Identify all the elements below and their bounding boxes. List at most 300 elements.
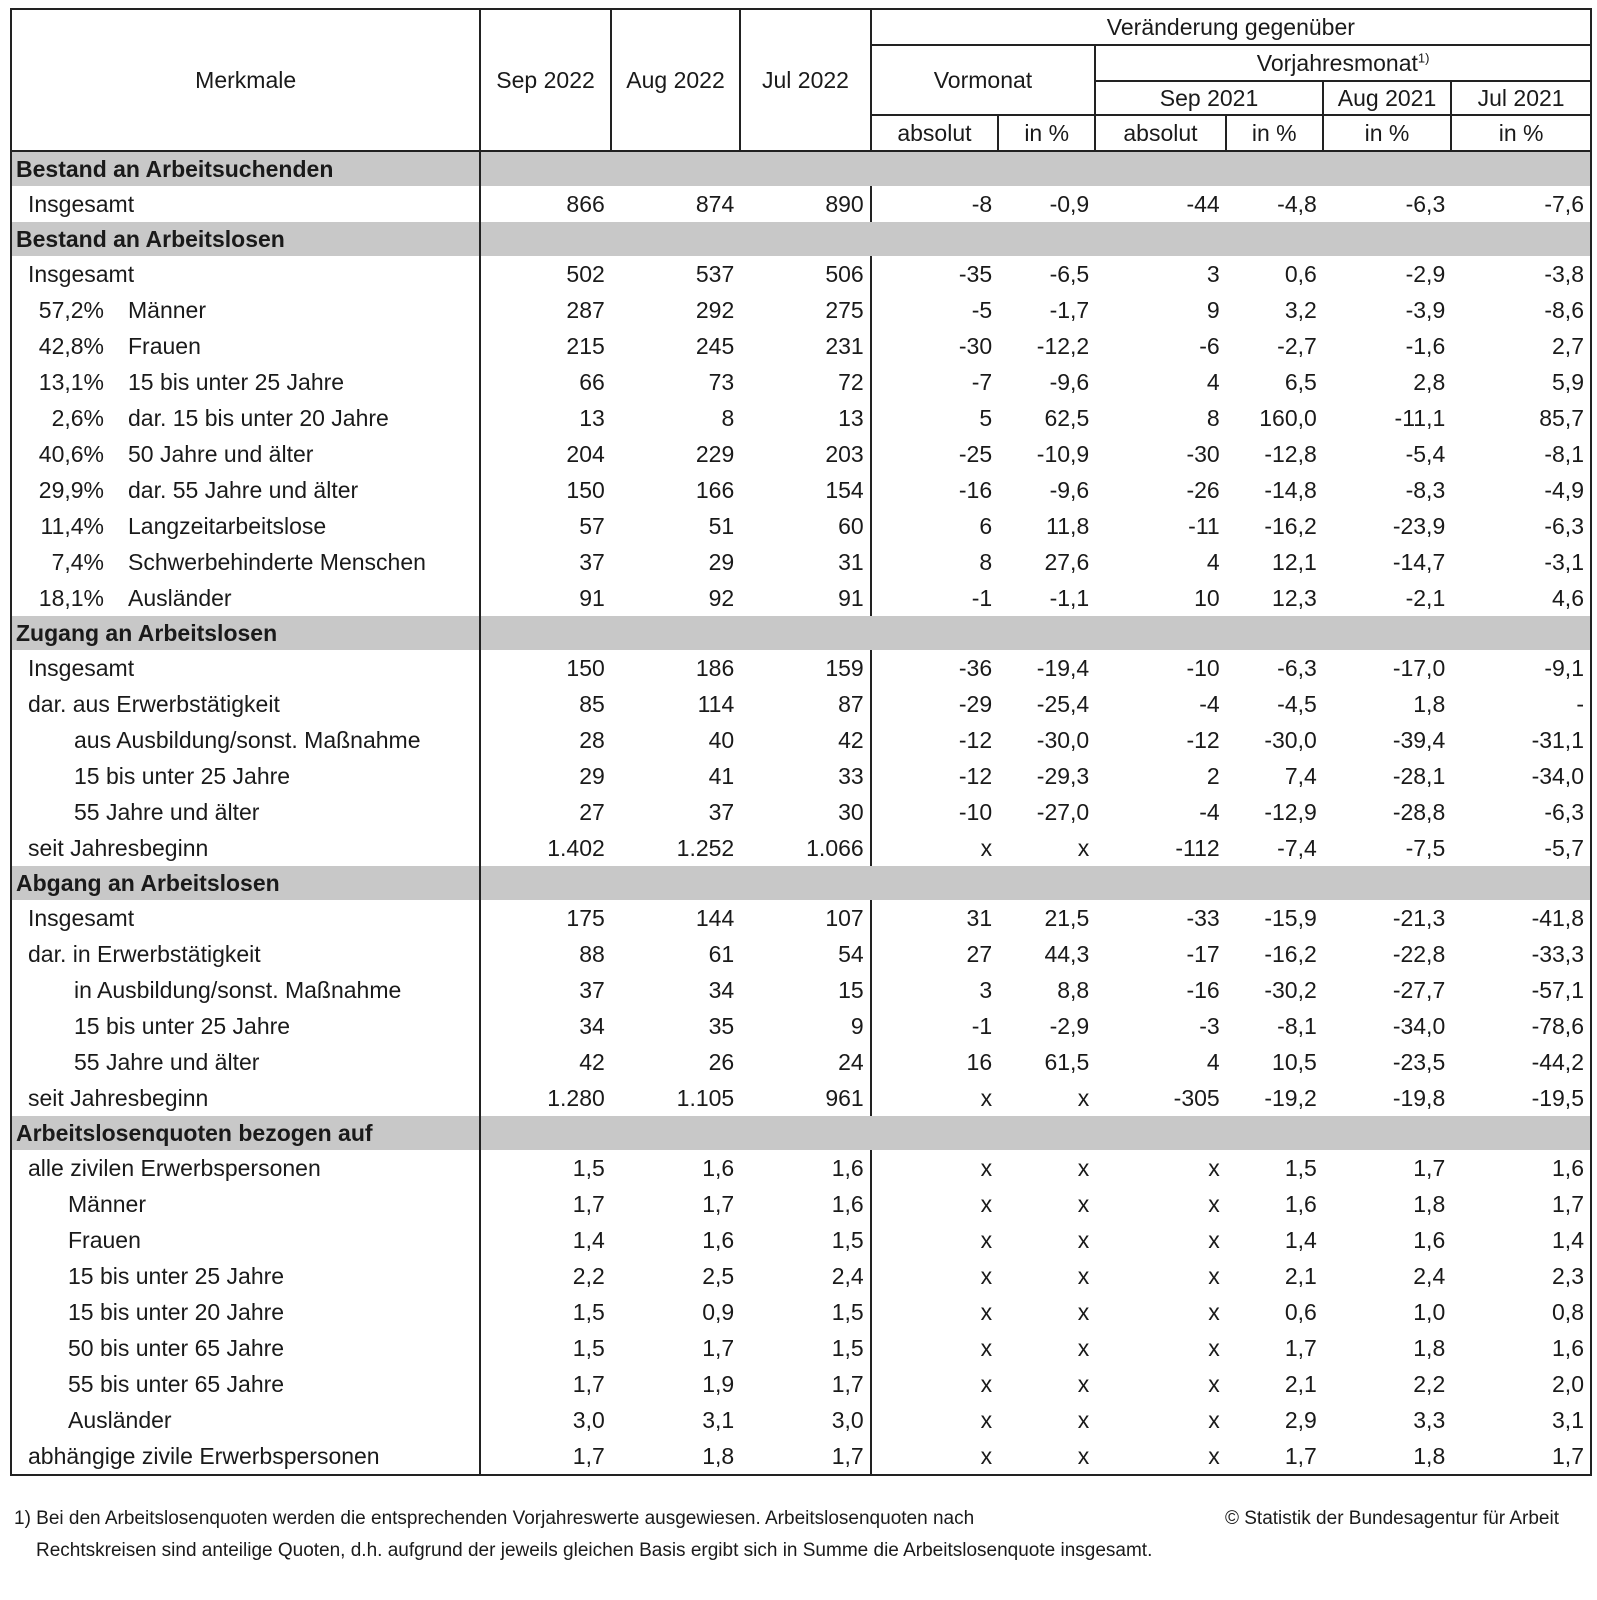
table-row [11, 292, 1591, 328]
section-header-row [11, 1116, 1591, 1150]
table-row [11, 472, 1591, 508]
cell-vormonat-absolut: x [871, 1330, 998, 1366]
row-label-cell [11, 900, 480, 936]
row-label-cell [11, 364, 480, 400]
cell-sep2021-absolut: x [1208, 1298, 1220, 1325]
cell-sep2021-absolut: x [1208, 1154, 1220, 1181]
cell-sep2022: 28 [579, 726, 605, 753]
cell-aug2022: 61 [708, 940, 735, 967]
cell-sep2021-pct: -6,3 [1277, 654, 1317, 681]
cell-vormonat-pct: x [1077, 1154, 1090, 1181]
cell-aug2021-pct: -27,7 [1392, 976, 1446, 1003]
cell-vormonat-pct: x [1077, 1226, 1090, 1253]
cell-vormonat-pct: -27,0 [1036, 798, 1090, 825]
cell-sep2022: 13 [579, 404, 605, 431]
cell-sep2021-absolut: 4 [1206, 548, 1220, 575]
cell-jul2022: 961 [740, 1080, 870, 1116]
table-row [11, 936, 1591, 972]
cell-vormonat-pct: -1,1 [1049, 584, 1090, 611]
section-header-row [11, 151, 1591, 186]
table-row [11, 544, 1591, 580]
header-merkmale: Merkmale [11, 9, 480, 151]
table-row [11, 686, 1591, 722]
cell-sep2022: 150 [566, 476, 605, 503]
row-label-cell [11, 1008, 480, 1044]
cell-aug2022: 1.105 [676, 1084, 735, 1111]
cell-sep2021-absolut: x [1208, 1370, 1220, 1397]
cell-sep2021-pct: -12,9 [1264, 798, 1317, 825]
cell-sep2021-pct: -2,7 [1277, 332, 1317, 359]
cell-sep2022: 1,7 [480, 1438, 610, 1475]
header-sep2021-absolut: absolut [1095, 115, 1225, 151]
cell-vormonat-absolut: x [871, 1258, 998, 1294]
cell-sep2021-absolut: 2 [1206, 762, 1220, 789]
cell-sep2021-pct: -14,8 [1264, 476, 1317, 503]
table-row [11, 1294, 1591, 1330]
cell-jul2022: 30 [740, 794, 870, 830]
cell-sep2021-absolut: -17 [1186, 940, 1220, 967]
cell-aug2021-pct: -23,5 [1392, 1048, 1446, 1075]
cell-sep2021-absolut: x [1208, 1190, 1220, 1217]
cell-jul2022: 506 [740, 256, 870, 292]
table-row [11, 830, 1591, 866]
section-header-row [11, 222, 1591, 256]
cell-aug2021-pct: -19,8 [1392, 1084, 1446, 1111]
table-row [11, 650, 1591, 686]
table-row [11, 436, 1591, 472]
cell-aug2022: 26 [708, 1048, 735, 1075]
cell-jul2021-pct: -41,8 [1451, 900, 1591, 936]
row-label-cell [11, 1080, 480, 1116]
table-row [11, 1438, 1591, 1475]
cell-jul2021-pct: -34,0 [1451, 758, 1591, 794]
table-row [11, 722, 1591, 758]
row-share-pct: 18,1% [38, 584, 104, 611]
cell-aug2022: 41 [708, 762, 735, 789]
cell-jul2022: 107 [740, 900, 870, 936]
cell-jul2021-pct: -78,6 [1451, 1008, 1591, 1044]
cell-aug2021-pct: 3,3 [1413, 1406, 1446, 1433]
table-row [11, 758, 1591, 794]
header-vormonat: Vormonat [871, 45, 1096, 115]
table-row [11, 400, 1591, 436]
cell-jul2022: 54 [740, 936, 870, 972]
cell-sep2021-pct: 2,9 [1284, 1406, 1317, 1433]
cell-aug2022: 35 [708, 1012, 735, 1039]
cell-aug2021-pct: -7,5 [1405, 834, 1446, 861]
cell-vormonat-pct: -12,2 [1036, 332, 1090, 359]
cell-sep2021-absolut: -26 [1186, 476, 1220, 503]
cell-jul2022: 1,6 [740, 1150, 870, 1186]
cell-sep2022: 1,5 [572, 1154, 605, 1181]
cell-sep2022: 91 [579, 584, 605, 611]
cell-vormonat-absolut: x [871, 1402, 998, 1438]
cell-jul2022: 91 [740, 580, 870, 616]
copyright-notice: © Statistik der Bundesagentur für Arbeit [1224, 1508, 1559, 1529]
cell-aug2022: 8 [721, 404, 735, 431]
cell-jul2022: 42 [740, 722, 870, 758]
cell-vormonat-pct: x [998, 1438, 1095, 1475]
cell-aug2021-pct: 1,8 [1413, 1190, 1446, 1217]
cell-jul2022: 154 [740, 472, 870, 508]
header-vorjahresmonat [1095, 45, 1591, 81]
cell-jul2021-pct: 5,9 [1451, 364, 1591, 400]
cell-aug2022: 1,7 [702, 1334, 735, 1361]
row-label-cell [11, 972, 480, 1008]
cell-sep2022: 866 [566, 190, 605, 217]
section-title: Zugang an Arbeitslosen [11, 616, 480, 650]
row-share-pct: 40,6% [38, 440, 104, 467]
table-row [11, 1366, 1591, 1402]
row-label: 50 Jahre und älter [128, 440, 314, 467]
cell-vormonat-absolut: -5 [871, 292, 998, 328]
section-header-row [11, 866, 1591, 900]
cell-vormonat-absolut: -10 [871, 794, 998, 830]
cell-aug2021-pct: -11,1 [1394, 404, 1446, 431]
row-label-cell [11, 1294, 480, 1330]
cell-aug2022: 292 [695, 296, 735, 323]
row-label: Frauen [68, 1226, 141, 1253]
cell-sep2021-absolut: x [1208, 1406, 1220, 1433]
cell-aug2021-pct: -23,9 [1392, 512, 1446, 539]
cell-sep2021-absolut: 8 [1206, 404, 1220, 431]
cell-jul2021-pct: -8,6 [1451, 292, 1591, 328]
table-row [11, 900, 1591, 936]
cell-vormonat-pct: 11,8 [1046, 512, 1090, 539]
cell-vormonat-pct: -19,4 [1036, 654, 1090, 681]
row-label: Schwerbehinderte Menschen [128, 548, 426, 575]
cell-aug2021-pct: -2,1 [1405, 584, 1446, 611]
row-share-pct: 42,8% [38, 332, 104, 359]
cell-sep2021-pct: 1,6 [1284, 1190, 1317, 1217]
cell-jul2021-pct: 0,8 [1451, 1294, 1591, 1330]
cell-sep2021-absolut: x [1208, 1334, 1220, 1361]
cell-vormonat-absolut: 16 [871, 1044, 998, 1080]
cell-jul2022: 3,0 [740, 1402, 870, 1438]
table-row [11, 580, 1591, 616]
cell-vormonat-absolut: x [871, 1080, 998, 1116]
cell-jul2021-pct: -7,6 [1451, 186, 1591, 222]
row-label-cell [11, 328, 480, 364]
cell-vormonat-absolut: 31 [871, 900, 998, 936]
row-label: Männer [128, 296, 206, 323]
cell-vormonat-pct: x [1077, 1334, 1090, 1361]
table-row [11, 364, 1591, 400]
cell-aug2021-pct: -39,4 [1392, 726, 1446, 753]
cell-aug2022: 537 [695, 260, 735, 287]
table-body [11, 151, 1591, 1475]
row-label: 55 Jahre und älter [74, 798, 260, 825]
row-label-cell [11, 650, 480, 686]
table-row [11, 508, 1591, 544]
cell-aug2021-pct: -21,3 [1392, 904, 1446, 931]
cell-sep2022: 37 [579, 976, 605, 1003]
table-row [11, 1330, 1591, 1366]
cell-vormonat-absolut: x [871, 1438, 998, 1475]
header-aug2021: Aug 2021 [1323, 81, 1451, 115]
cell-sep2021-absolut: x [1095, 1438, 1225, 1475]
cell-sep2021-absolut: -30 [1186, 440, 1220, 467]
cell-aug2022: 0,9 [702, 1298, 735, 1325]
cell-vormonat-pct: x [1077, 1370, 1090, 1397]
cell-vormonat-absolut: -8 [871, 186, 998, 222]
header-vormonat-absolut: absolut [871, 115, 998, 151]
row-label-cell [11, 794, 480, 830]
cell-vormonat-pct: x [1077, 1406, 1090, 1433]
row-label-cell [11, 1258, 480, 1294]
row-label: 15 bis unter 25 Jahre [68, 1262, 285, 1289]
cell-jul2022: 1,5 [740, 1330, 870, 1366]
cell-aug2021-pct: 1,6 [1413, 1226, 1446, 1253]
cell-sep2022: 1.402 [547, 834, 605, 861]
cell-aug2022: 1,6 [702, 1154, 735, 1181]
cell-vormonat-pct: 62,5 [1044, 404, 1090, 431]
cell-jul2022: 60 [740, 508, 870, 544]
cell-jul2021-pct: -3,1 [1451, 544, 1591, 580]
section-fill [480, 616, 1591, 650]
header-sep2021-pct: in % [1226, 115, 1323, 151]
row-label: 55 bis unter 65 Jahre [68, 1370, 285, 1397]
cell-vormonat-pct: -30,0 [1036, 726, 1090, 753]
cell-jul2022: 2,4 [740, 1258, 870, 1294]
table-row [11, 256, 1591, 292]
table-row [11, 328, 1591, 364]
cell-sep2021-absolut: -4 [1199, 690, 1220, 717]
cell-vormonat-pct: -9,6 [1049, 368, 1090, 395]
cell-vormonat-absolut: 6 [871, 508, 998, 544]
cell-sep2022: 175 [566, 904, 605, 931]
cell-sep2021-absolut: 4 [1206, 368, 1220, 395]
row-label: 15 bis unter 25 Jahre [74, 762, 291, 789]
cell-sep2021-pct: 1,4 [1284, 1226, 1317, 1253]
table-row [11, 794, 1591, 830]
row-label-cell [11, 1330, 480, 1366]
row-label-cell [11, 722, 480, 758]
row-share-pct: 29,9% [38, 476, 104, 503]
row-share-pct: 13,1% [38, 368, 104, 395]
header-jul2021: Jul 2021 [1451, 81, 1591, 115]
cell-aug2021-pct: -2,9 [1405, 260, 1446, 287]
cell-vormonat-pct: x [1077, 1262, 1090, 1289]
cell-sep2022: 42 [579, 1048, 605, 1075]
cell-jul2021-pct: -5,7 [1451, 830, 1591, 866]
cell-aug2022: 40 [708, 726, 735, 753]
cell-sep2022: 88 [579, 940, 605, 967]
cell-sep2022: 204 [566, 440, 605, 467]
cell-sep2021-pct: 2,1 [1284, 1370, 1317, 1397]
cell-vormonat-pct: x [1077, 834, 1090, 861]
cell-vormonat-absolut: -35 [871, 256, 998, 292]
cell-sep2021-pct: -16,2 [1264, 940, 1317, 967]
cell-vormonat-pct: x [1077, 1190, 1090, 1217]
row-label-cell [11, 1222, 480, 1258]
cell-jul2022: 890 [740, 186, 870, 222]
header-vormonat-pct: in % [998, 115, 1095, 151]
cell-aug2021-pct: -17,0 [1392, 654, 1446, 681]
cell-sep2022: 150 [566, 654, 605, 681]
cell-aug2021-pct: 1,7 [1413, 1154, 1446, 1181]
cell-jul2021-pct: -3,8 [1451, 256, 1591, 292]
cell-jul2021-pct: 1,6 [1451, 1150, 1591, 1186]
cell-sep2021-pct: 0,6 [1284, 260, 1317, 287]
section-header-row [11, 616, 1591, 650]
row-label: Insgesamt [28, 904, 135, 931]
cell-sep2021-absolut: -16 [1186, 976, 1220, 1003]
row-label: dar. 15 bis unter 20 Jahre [128, 404, 389, 431]
row-label: seit Jahresbeginn [28, 834, 209, 861]
cell-sep2021-absolut: x [1208, 1262, 1220, 1289]
header-vorjahresmonat-text: Vorjahresmonat [1256, 49, 1418, 76]
row-label: Insgesamt [28, 260, 135, 287]
cell-aug2021-pct: 2,8 [1413, 368, 1446, 395]
row-label-cell [11, 580, 480, 616]
cell-vormonat-absolut: x [871, 1366, 998, 1402]
cell-vormonat-absolut: x [871, 1222, 998, 1258]
cell-sep2021-pct: 7,4 [1284, 762, 1317, 789]
cell-vormonat-pct: x [1077, 1298, 1090, 1325]
cell-aug2021-pct: -8,3 [1405, 476, 1446, 503]
cell-aug2022: 1,6 [702, 1226, 735, 1253]
row-share-pct: 11,4% [40, 512, 104, 539]
row-label: Langzeitarbeitslose [128, 512, 327, 539]
cell-aug2022: 2,5 [702, 1262, 735, 1289]
cell-jul2022: 9 [740, 1008, 870, 1044]
row-label: 15 bis unter 25 Jahre [74, 1012, 291, 1039]
cell-sep2021-pct: 12,1 [1272, 548, 1317, 575]
cell-vormonat-absolut: x [871, 1294, 998, 1330]
cell-vormonat-absolut: 3 [871, 972, 998, 1008]
row-label: 55 Jahre und älter [74, 1048, 260, 1075]
row-label: 15 bis unter 25 Jahre [128, 368, 345, 395]
cell-sep2021-absolut: -305 [1173, 1084, 1220, 1111]
header-aug2021-pct: in % [1323, 115, 1451, 151]
row-label-cell [11, 186, 480, 222]
table-header [11, 9, 1591, 151]
cell-sep2022: 1,5 [572, 1334, 605, 1361]
table-row [11, 1044, 1591, 1080]
cell-vormonat-pct: x [1077, 1084, 1090, 1111]
cell-aug2022: 874 [695, 190, 735, 217]
cell-jul2021-pct: 2,3 [1451, 1258, 1591, 1294]
table-row [11, 1222, 1591, 1258]
row-label-cell [11, 1402, 480, 1438]
section-title: Abgang an Arbeitslosen [11, 866, 480, 900]
cell-vormonat-absolut: x [871, 1150, 998, 1186]
cell-sep2021-pct: 6,5 [1284, 368, 1317, 395]
cell-sep2022: 1,7 [572, 1190, 605, 1217]
section-fill [480, 866, 1591, 900]
row-label: dar. aus Erwerbstätigkeit [28, 690, 280, 717]
header-aug2022: Aug 2022 [611, 9, 740, 151]
cell-jul2021-pct: -6,3 [1451, 508, 1591, 544]
cell-jul2022: 33 [740, 758, 870, 794]
footnote-line-1: 1) Bei den Arbeitslosenquoten werden die entsprechenden Vorjahreswerte ausgewiesen. Arbeitslosenquoten nach [14, 1508, 975, 1529]
row-share-pct: 57,2% [38, 296, 104, 323]
table-row [11, 1080, 1591, 1116]
cell-jul2021-pct: -4,9 [1451, 472, 1591, 508]
row-label-cell [11, 758, 480, 794]
cell-vormonat-absolut: -16 [871, 472, 998, 508]
row-label-cell [11, 508, 480, 544]
cell-vormonat-pct: -9,6 [1049, 476, 1090, 503]
cell-aug2021-pct: -14,7 [1392, 548, 1446, 575]
cell-sep2021-absolut: -3 [1199, 1012, 1220, 1039]
cell-jul2021-pct: -8,1 [1451, 436, 1591, 472]
cell-jul2021-pct: 1,4 [1451, 1222, 1591, 1258]
row-label-cell [11, 1438, 480, 1475]
cell-jul2021-pct: 1,7 [1451, 1186, 1591, 1222]
cell-aug2022: 229 [695, 440, 735, 467]
cell-jul2021-pct: -9,1 [1451, 650, 1591, 686]
cell-aug2022: 92 [708, 584, 735, 611]
cell-jul2021-pct: -19,5 [1451, 1080, 1591, 1116]
cell-aug2021-pct: -22,8 [1392, 940, 1446, 967]
cell-jul2021-pct: -33,3 [1451, 936, 1591, 972]
cell-aug2022: 73 [708, 368, 735, 395]
cell-aug2021-pct: -3,9 [1405, 296, 1446, 323]
cell-sep2021-absolut: -10 [1186, 654, 1220, 681]
cell-vormonat-absolut: x [871, 830, 998, 866]
cell-sep2022: 2,2 [572, 1262, 605, 1289]
row-label: Insgesamt [28, 190, 135, 217]
cell-vormonat-absolut: -7 [871, 364, 998, 400]
cell-aug2022: 144 [695, 904, 735, 931]
row-share-pct: 7,4% [51, 548, 104, 575]
cell-jul2021-pct: -44,2 [1451, 1044, 1591, 1080]
cell-sep2022: 27 [579, 798, 605, 825]
cell-sep2022: 85 [579, 690, 605, 717]
row-label-cell [11, 1044, 480, 1080]
row-label: alle zivilen Erwerbspersonen [28, 1154, 321, 1181]
row-label: dar. 55 Jahre und älter [128, 476, 359, 503]
cell-vormonat-absolut: -30 [871, 328, 998, 364]
row-label: 50 bis unter 65 Jahre [68, 1334, 285, 1361]
row-label: Ausländer [128, 584, 232, 611]
footnote-marker: 1) [1417, 49, 1430, 65]
cell-jul2022: 1,6 [740, 1186, 870, 1222]
section-fill [480, 1116, 1591, 1150]
cell-aug2021-pct: 1,8 [1413, 690, 1446, 717]
cell-sep2022: 502 [566, 260, 605, 287]
cell-vormonat-pct: 44,3 [1044, 940, 1090, 967]
cell-sep2022: 1,5 [572, 1298, 605, 1325]
table-row [11, 972, 1591, 1008]
cell-sep2021-pct: -4,8 [1277, 190, 1317, 217]
cell-vormonat-pct: 27,6 [1044, 548, 1090, 575]
row-share-pct: 2,6% [51, 404, 104, 431]
cell-sep2021-absolut: 9 [1206, 296, 1220, 323]
cell-sep2021-pct: 12,3 [1272, 584, 1317, 611]
row-label: Insgesamt [28, 654, 135, 681]
cell-sep2021-absolut: -12 [1186, 726, 1220, 753]
cell-aug2021-pct: -1,6 [1405, 332, 1446, 359]
cell-jul2021-pct: -6,3 [1451, 794, 1591, 830]
row-label: seit Jahresbeginn [28, 1084, 209, 1111]
cell-sep2021-absolut: -44 [1186, 190, 1220, 217]
cell-aug2022: 3,1 [702, 1406, 735, 1433]
cell-aug2022: 1,8 [611, 1438, 740, 1475]
cell-jul2022: 1,7 [740, 1366, 870, 1402]
cell-sep2021-pct: 10,5 [1272, 1048, 1317, 1075]
cell-sep2022: 287 [566, 296, 605, 323]
cell-aug2021-pct: -28,1 [1392, 762, 1446, 789]
cell-jul2021-pct: -57,1 [1451, 972, 1591, 1008]
cell-jul2022: 1.066 [740, 830, 870, 866]
cell-sep2021-pct: 0,6 [1284, 1298, 1317, 1325]
cell-aug2021-pct: -5,4 [1405, 440, 1446, 467]
table-row [11, 186, 1591, 222]
cell-vormonat-absolut: x [871, 1186, 998, 1222]
